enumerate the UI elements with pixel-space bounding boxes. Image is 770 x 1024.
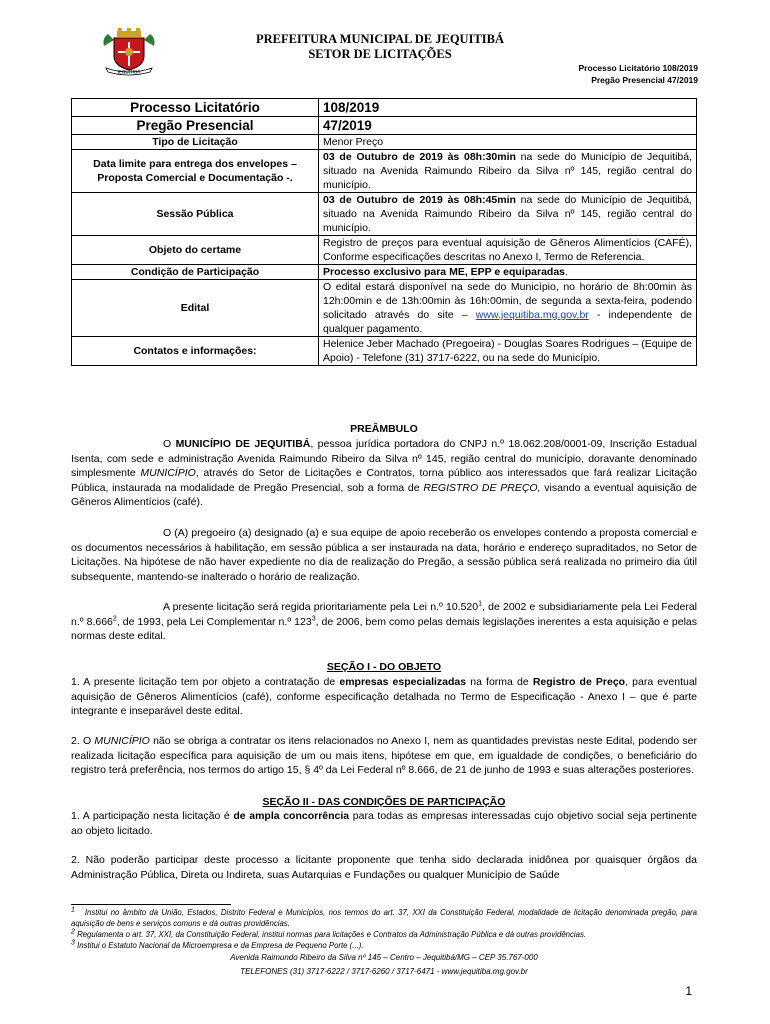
edital-text: O edital estará disponível na sede do Município, no horário de 8h:00min às 12h:00min e de 13h:00min às 16h:00min, de segunda a sexta-feira, podendo solicitado através do site – xyxy=(323,281,692,321)
label-contatos: Contatos e informações: xyxy=(72,337,319,366)
footnote-divider xyxy=(71,904,231,905)
municipio-term: MUNICÍPIO xyxy=(94,735,150,747)
data-limite-place: na sede do Município de Jequitibá, situado na Avenida Raimundo Ribeiro da Silva nº 145, região central do município. xyxy=(323,151,692,191)
footnote-text: Regulamenta o art. 37, XXI, da Constituição Federal, institui normas para licitações e Contratos da Administração Pública e dá outras providências. xyxy=(77,930,587,939)
text-span: , para eventual aquisição de Gêneros Alimentícios (café), conforme especificação detalhada no Termo de Especificação - Anexo I – que é parte integrante e inseparável deste edital. xyxy=(71,676,697,718)
condicao-text: Processo exclusivo para ME, EPP e equiparadas xyxy=(323,266,566,278)
label-objeto: Objeto do certame xyxy=(72,236,319,265)
text-span: A presente licitação será regida prioritariamente pela Lei n.º 10.520 xyxy=(163,601,479,613)
table-row xyxy=(72,265,697,280)
footer-address: Avenida Raimundo Ribeiro da Silva nº 145 – Centro – Jequitibá/MG – CEP 35.767-000 xyxy=(230,953,538,962)
header-title-line2: SETOR DE LICITAÇÕES xyxy=(308,47,452,61)
table-row xyxy=(72,193,697,236)
sessao-place: na sede do Município de Jequitibá, situado na Avenida Raimundo Ribeiro da Silva nº 145, região central do município. xyxy=(323,194,692,234)
value-contatos: Helenice Jeber Machado (Pregoeira) - Douglas Soares Rodrigues – (Equipe de Apoio) - Telefone (31) 3717-6222, ou na sede do Município. xyxy=(319,337,697,366)
value-edital xyxy=(319,280,697,337)
text-span: , de 1993, pela Lei Complementar n.º 123 xyxy=(116,615,312,628)
header-process-ref: Processo Licitatório 108/2019 xyxy=(578,63,698,73)
bold-term: de ampla concorrência xyxy=(233,810,350,822)
table-row xyxy=(72,117,697,135)
process-info-table xyxy=(71,98,697,366)
value-objeto: Registro de preços para eventual aquisição de Gêneros Alimentícios (CAFÉ), Conforme especificações descritas no Anexo I, Termo de Referencia. xyxy=(319,236,697,265)
bold-term: empresas especializadas xyxy=(339,676,467,688)
condicao-period: . xyxy=(565,266,568,278)
footnote-number: 3 xyxy=(71,939,75,947)
municipio-term: MUNICÍPIO xyxy=(140,467,196,480)
footnote-number: 2 xyxy=(71,928,75,936)
label-edital: Edital xyxy=(72,280,319,337)
text-span: visando a eventual aquisição de Gêneros Alimentícios (café). xyxy=(71,481,697,509)
footnote-2 xyxy=(71,929,697,940)
label-processo: Processo Licitatório xyxy=(72,99,319,117)
footnote-3 xyxy=(71,940,697,951)
table-row xyxy=(72,135,697,150)
text-span: 2. O xyxy=(71,735,95,747)
secao-1-paragraph-1 xyxy=(71,675,697,719)
table-row xyxy=(72,337,697,366)
table-row xyxy=(72,236,697,265)
page-number: 1 xyxy=(685,984,692,998)
footnote-1 xyxy=(71,907,697,929)
footnote-number: 1 xyxy=(71,906,75,914)
text-span: na forma de xyxy=(466,676,533,688)
footnote-text: Institui no âmbito da União, Estados, Distrito Federal e Municípios, nos termos do art. 37, XXI da Constituição Federal, modalidade de licitação denominada pregão, para aquisição de bens e serviços comuns e dá outras providências. xyxy=(71,908,697,928)
registro-preco-term: REGISTRO DE PREÇO, xyxy=(423,481,541,494)
secao-1-title: SEÇÃO I - DO OBJETO xyxy=(326,661,442,673)
preambulo-paragraph-3 xyxy=(71,600,697,644)
text-span: 1. A participação nesta licitação é xyxy=(71,810,234,822)
secao-2-paragraph-2: 2. Não poderão participar deste processo a licitante proponente que tenha sido declarada inidônea por quaisquer órgãos da Administração Pública, Direta ou Indireta, suas Autarquias e Fundações ou qualquer Município de Saúde xyxy=(71,854,697,881)
footer-phones: TELEFONES (31) 3717-6222 / 3717-6260 / 3717-6471 - www.jequitiba.mg.gov.br xyxy=(240,967,528,976)
table-row xyxy=(72,150,697,193)
value-processo: 108/2019 xyxy=(319,99,697,117)
table-row xyxy=(72,99,697,117)
municipio-name: MUNICÍPIO DE JEQUITIBÁ xyxy=(175,438,311,450)
secao-1-paragraph-2 xyxy=(71,734,697,778)
footnote-ref[interactable]: 2 xyxy=(112,615,117,623)
edital-text-end: - independente de qualquer pagamento. xyxy=(323,309,693,335)
footnote-ref[interactable]: 3 xyxy=(311,615,316,623)
text-span: , de 2006, bem como pelas demais legislações inerentes a esta aquisição e pelas normas deste edital. xyxy=(71,615,697,643)
label-pregao: Pregão Presencial xyxy=(72,117,319,135)
logo-banner-text: JEQUITIBÁ xyxy=(117,70,141,76)
value-sessao xyxy=(319,193,697,236)
text-span: , de 2002 e subsidiariamente pela Lei Federal n.º 8.666 xyxy=(71,601,697,628)
data-limite-date: 03 de Outubro de 2019 às 08h:30min xyxy=(323,151,516,163)
preambulo-title: PREÂMBULO xyxy=(350,423,418,435)
secao-2-paragraph-1 xyxy=(71,809,697,838)
secao-2-title: SEÇÃO II - DAS CONDIÇÕES DE PARTICIPAÇÃO xyxy=(262,796,506,808)
value-condicao xyxy=(319,265,697,280)
text-span: para todas as empresas interessadas cujo objetivo social seja pertinente ao objeto licitado. xyxy=(71,810,697,837)
site-link[interactable]: www.jequitiba.mg.gov.br xyxy=(475,309,589,321)
text-span: , através do Setor de Licitações e Contratos, torna público aos interessados que fará realizar Licitação Pública, instaurada na modalidade de Pregão Presencial, sob a forma de xyxy=(71,467,697,494)
preambulo-paragraph-1 xyxy=(71,437,697,510)
label-sessao: Sessão Pública xyxy=(72,193,319,236)
bold-term: Registro de Preço xyxy=(532,676,626,688)
value-pregao: 47/2019 xyxy=(319,117,697,135)
header-pregao-ref: Pregão Presencial 47/2019 xyxy=(591,75,698,85)
value-tipo: Menor Preço xyxy=(319,135,697,150)
sessao-date: 03 de Outubro de 2019 às 08h:45min xyxy=(323,194,516,206)
footnote-text: Institui o Estatuto Nacional da Microempresa e da Empresa de Pequeno Porte (...). xyxy=(77,941,364,950)
label-tipo: Tipo de Licitação xyxy=(72,135,319,150)
text-span: , pessoa jurídica portadora do CNPJ n.º 18.062.208/0001-09, Inscrição Estadual Isenta, com sede e administração Avenida Raimundo Ribeiro da Silva nº 145, região central do município, doravante denominado simplesmente xyxy=(71,438,697,480)
header-title-line1: PREFEITURA MUNICIPAL DE JEQUITIBÁ xyxy=(255,32,505,46)
text-span: 1. A presente licitação tem por objeto a contratação de xyxy=(71,676,340,688)
text-span: não se obriga a contratar os itens relacionados no Anexo I, nem as quantidades previstas neste Edital, podendo ser realizada licitação específica para aquisição de um ou mais itens, hipótese em que, em igualdade de condições, o beneficiário do registro terá preferência, nos termos do artigo 15, § 4º da Lei Federal nº 8.666, de 21 de junho de 1993 e suas alterações posteriores. xyxy=(71,735,698,777)
preambulo-paragraph-2: O (A) pregoeiro (a) designado (a) e sua equipe de apoio receberão os envelopes contendo a proposta comercial e os documentos necessários à habilitação, em sessão pública a ser instaurada na data, horário e endereço supraditados, no Setor de Licitações. Na hipótese de não haver expediente no dia de realização do Pregão, a sessão pública será realizada no primeiro dia útil subsequente, mantendo-se inalterado o horário de realização. xyxy=(71,527,697,583)
value-data-limite xyxy=(319,150,697,193)
label-condicao: Condição de Participação xyxy=(72,265,319,280)
table-row xyxy=(72,280,697,337)
coat-of-arms-logo xyxy=(100,28,158,76)
text-span: O xyxy=(163,438,176,450)
footnote-ref[interactable]: 1 xyxy=(478,600,482,608)
label-data-limite: Data limite para entrega dos envelopes – Proposta Comercial e Documentação -. xyxy=(72,150,319,193)
